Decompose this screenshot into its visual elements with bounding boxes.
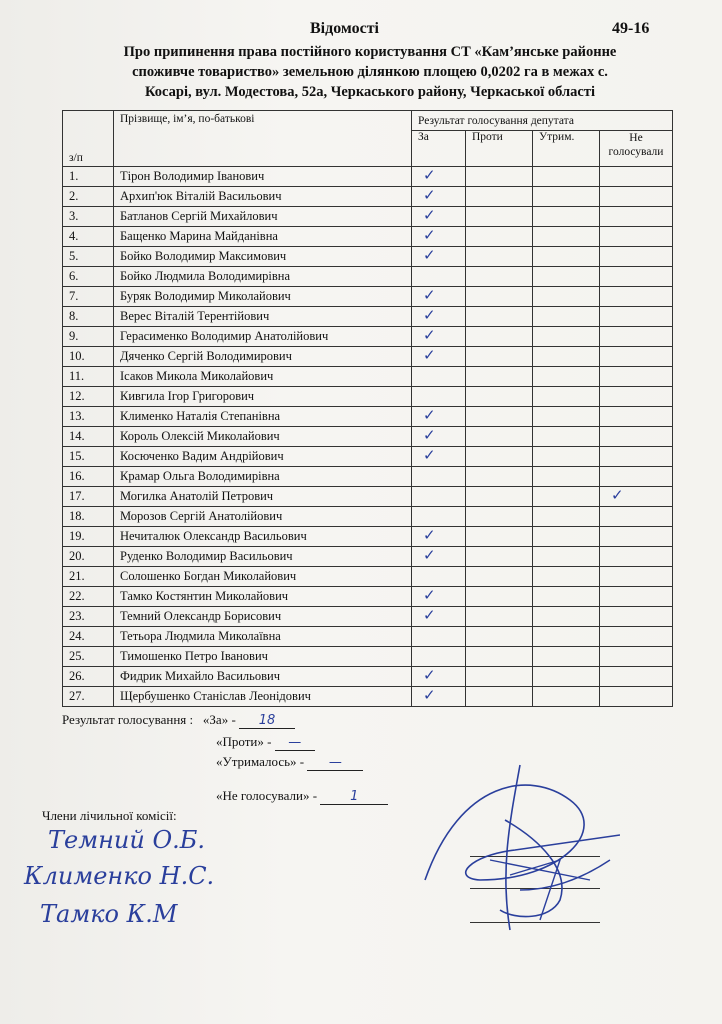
col-header-for: За: [412, 131, 466, 167]
vote-cell-against: [466, 207, 533, 227]
vote-cell-novote: [600, 647, 673, 667]
vote-cell-abstain: [533, 507, 600, 527]
vote-cell-for: [412, 487, 466, 507]
table-row: [63, 567, 673, 587]
table-row: [63, 467, 673, 487]
vote-cell-against: [466, 587, 533, 607]
commission-member-signature: Клименко Н.С.: [24, 862, 215, 890]
vote-cell-novote: [600, 367, 673, 387]
document-number: 49-16: [612, 20, 650, 37]
row-name: Клименко Наталія Степанівна: [114, 407, 412, 427]
handwritten-signature: [420, 760, 620, 950]
vote-cell-novote: [600, 567, 673, 587]
table-row: [63, 527, 673, 547]
check-mark-icon: ✓: [423, 246, 436, 264]
vote-cell-novote: [600, 347, 673, 367]
col-header-novote: Не голосували: [600, 131, 673, 167]
vote-cell-for: [412, 627, 466, 647]
check-mark-icon: ✓: [423, 606, 436, 624]
vote-cell-for: [412, 387, 466, 407]
vote-cell-novote: [600, 607, 673, 627]
vote-cell-for: [412, 587, 466, 607]
table-row: [63, 387, 673, 407]
vote-cell-novote: [600, 447, 673, 467]
col-header-result: Результат голосування депутата: [412, 111, 673, 131]
vote-cell-for: [412, 227, 466, 247]
voting-table-body: [63, 167, 673, 707]
table-row: [63, 427, 673, 447]
vote-cell-novote: [600, 627, 673, 647]
vote-cell-for: [412, 287, 466, 307]
vote-cell-novote: [600, 427, 673, 447]
vote-cell-abstain: [533, 187, 600, 207]
col-header-abstain: Утрим.: [533, 131, 600, 167]
vote-cell-abstain: [533, 567, 600, 587]
vote-cell-for: [412, 467, 466, 487]
row-number: 17.: [63, 487, 114, 507]
table-row: [63, 167, 673, 187]
row-name: Батланов Сергій Михайлович: [114, 207, 412, 227]
col-header-name: Прізвище, ім’я, по-батькові: [114, 111, 412, 167]
vote-cell-for: [412, 667, 466, 687]
vote-cell-abstain: [533, 227, 600, 247]
vote-cell-against: [466, 607, 533, 627]
row-number: 1.: [63, 167, 114, 187]
vote-cell-for: [412, 267, 466, 287]
row-name: Темний Олександр Борисович: [114, 607, 412, 627]
vote-cell-against: [466, 487, 533, 507]
subtitle-line: Про припинення права постійного користування СТ «Кам’янське районне: [123, 44, 617, 60]
row-name: Король Олексій Миколайович: [114, 427, 412, 447]
vote-cell-abstain: [533, 487, 600, 507]
row-name: Тірон Володимир Іванович: [114, 167, 412, 187]
vote-cell-against: [466, 527, 533, 547]
row-number: 22.: [63, 587, 114, 607]
row-number: 10.: [63, 347, 114, 367]
vote-cell-for: [412, 187, 466, 207]
col-header-number: з/п: [63, 111, 114, 167]
row-number: 24.: [63, 627, 114, 647]
row-number: 20.: [63, 547, 114, 567]
vote-cell-novote: [600, 547, 673, 567]
vote-cell-abstain: [533, 527, 600, 547]
vote-cell-novote: [600, 207, 673, 227]
table-row: [63, 227, 673, 247]
row-name: Тамко Костянтин Миколайович: [114, 587, 412, 607]
row-number: 25.: [63, 647, 114, 667]
vote-cell-novote: [600, 387, 673, 407]
results-label: Результат голосування :: [62, 712, 194, 727]
row-name: Тетьора Людмила Миколаївна: [114, 627, 412, 647]
subtitle-line: споживче товариство» земельною ділянкою площею 0,0202 га в межах с.: [132, 64, 608, 80]
vote-cell-for: [412, 247, 466, 267]
table-row: [63, 247, 673, 267]
vote-cell-against: [466, 467, 533, 487]
check-mark-icon: ✓: [423, 226, 436, 244]
check-mark-icon: ✓: [423, 306, 436, 324]
row-number: 19.: [63, 527, 114, 547]
row-number: 16.: [63, 467, 114, 487]
row-name: Руденко Володимир Васильович: [114, 547, 412, 567]
table-row: [63, 367, 673, 387]
page-title: Відомості: [310, 20, 379, 37]
vote-cell-novote: [600, 407, 673, 427]
vote-cell-novote: [600, 167, 673, 187]
vote-cell-novote: [600, 527, 673, 547]
row-name: Бойко Людмила Володимирівна: [114, 267, 412, 287]
vote-cell-against: [466, 507, 533, 527]
vote-cell-for: [412, 307, 466, 327]
row-number: 6.: [63, 267, 114, 287]
vote-cell-abstain: [533, 347, 600, 367]
vote-cell-novote: [600, 687, 673, 707]
commission-member-signature: Тамко К.М: [40, 900, 178, 928]
vote-cell-abstain: [533, 667, 600, 687]
vote-cell-abstain: [533, 367, 600, 387]
check-mark-icon: ✓: [611, 486, 624, 504]
vote-cell-abstain: [533, 167, 600, 187]
row-number: 2.: [63, 187, 114, 207]
table-row: [63, 587, 673, 607]
check-mark-icon: ✓: [423, 186, 436, 204]
table-row: [63, 327, 673, 347]
vote-cell-novote: [600, 487, 673, 507]
row-number: 15.: [63, 447, 114, 467]
table-row: [63, 687, 673, 707]
vote-cell-novote: [600, 307, 673, 327]
abstain-value: —: [307, 755, 363, 771]
row-name: Тимошенко Петро Іванович: [114, 647, 412, 667]
row-number: 4.: [63, 227, 114, 247]
row-number: 14.: [63, 427, 114, 447]
vote-cell-for: [412, 347, 466, 367]
row-number: 12.: [63, 387, 114, 407]
row-name: Щербушенко Станіслав Леонідович: [114, 687, 412, 707]
row-number: 23.: [63, 607, 114, 627]
vote-cell-abstain: [533, 687, 600, 707]
check-mark-icon: ✓: [423, 586, 436, 604]
vote-cell-abstain: [533, 207, 600, 227]
table-row: [63, 647, 673, 667]
check-mark-icon: ✓: [423, 546, 436, 564]
vote-cell-for: [412, 167, 466, 187]
vote-cell-for: [412, 407, 466, 427]
table-row: [63, 547, 673, 567]
row-name: Морозов Сергій Анатолійович: [114, 507, 412, 527]
commission-label: Члени лічильної комісії:: [42, 808, 177, 823]
row-number: 21.: [63, 567, 114, 587]
row-name: Фидрик Михайло Васильович: [114, 667, 412, 687]
table-row: [63, 487, 673, 507]
vote-cell-for: [412, 447, 466, 467]
vote-cell-against: [466, 427, 533, 447]
commission-member-signature: Темний О.Б.: [48, 826, 206, 854]
row-name: Крамар Ольга Володимирівна: [114, 467, 412, 487]
vote-cell-abstain: [533, 647, 600, 667]
vote-cell-abstain: [533, 547, 600, 567]
col-header-against: Проти: [466, 131, 533, 167]
vote-cell-against: [466, 627, 533, 647]
vote-cell-against: [466, 187, 533, 207]
row-number: 9.: [63, 327, 114, 347]
row-name: Бащенко Марина Майданівна: [114, 227, 412, 247]
table-row: [63, 407, 673, 427]
vote-cell-abstain: [533, 287, 600, 307]
check-mark-icon: ✓: [423, 206, 436, 224]
vote-cell-against: [466, 307, 533, 327]
vote-cell-abstain: [533, 247, 600, 267]
table-row: [63, 607, 673, 627]
row-name: Архип'юк Віталій Васильович: [114, 187, 412, 207]
row-number: 8.: [63, 307, 114, 327]
vote-cell-abstain: [533, 587, 600, 607]
check-mark-icon: ✓: [423, 686, 436, 704]
check-mark-icon: ✓: [423, 446, 436, 464]
row-name: Бойко Володимир Максимович: [114, 247, 412, 267]
table-row: [63, 447, 673, 467]
vote-cell-for: [412, 567, 466, 587]
row-number: 27.: [63, 687, 114, 707]
vote-cell-novote: [600, 247, 673, 267]
vote-cell-against: [466, 547, 533, 567]
vote-cell-novote: [600, 507, 673, 527]
abstain-label: «Утрималось» -: [216, 754, 305, 769]
for-label: «За» -: [202, 712, 236, 727]
vote-cell-against: [466, 447, 533, 467]
vote-cell-against: [466, 287, 533, 307]
vote-cell-novote: [600, 327, 673, 347]
vote-cell-abstain: [533, 327, 600, 347]
vote-cell-novote: [600, 587, 673, 607]
vote-cell-for: [412, 367, 466, 387]
check-mark-icon: ✓: [423, 426, 436, 444]
table-row: [63, 667, 673, 687]
table-row: [63, 307, 673, 327]
check-mark-icon: ✓: [423, 666, 436, 684]
vote-cell-against: [466, 367, 533, 387]
for-value: 18: [239, 713, 295, 729]
row-number: 13.: [63, 407, 114, 427]
subtitle-line: Косарі, вул. Модестова, 52а, Черкаського району, Черкаської області: [145, 84, 595, 100]
vote-cell-against: [466, 347, 533, 367]
vote-cell-novote: [600, 267, 673, 287]
vote-cell-against: [466, 567, 533, 587]
vote-cell-against: [466, 227, 533, 247]
check-mark-icon: ✓: [423, 406, 436, 424]
against-label: «Проти» -: [216, 734, 272, 749]
row-name: Буряк Володимир Миколайович: [114, 287, 412, 307]
vote-cell-against: [466, 667, 533, 687]
vote-cell-for: [412, 527, 466, 547]
vote-cell-novote: [600, 467, 673, 487]
row-number: 3.: [63, 207, 114, 227]
row-number: 11.: [63, 367, 114, 387]
vote-cell-abstain: [533, 267, 600, 287]
vote-cell-for: [412, 607, 466, 627]
novote-value: 1: [320, 789, 388, 805]
row-name: Верес Віталій Терентійович: [114, 307, 412, 327]
vote-cell-against: [466, 407, 533, 427]
check-mark-icon: ✓: [423, 286, 436, 304]
row-number: 5.: [63, 247, 114, 267]
vote-cell-against: [466, 267, 533, 287]
vote-cell-abstain: [533, 427, 600, 447]
novote-label: «Не голосували» -: [216, 788, 318, 803]
vote-cell-for: [412, 327, 466, 347]
vote-cell-for: [412, 507, 466, 527]
vote-cell-for: [412, 547, 466, 567]
vote-cell-abstain: [533, 387, 600, 407]
check-mark-icon: ✓: [423, 166, 436, 184]
vote-cell-abstain: [533, 467, 600, 487]
row-number: 18.: [63, 507, 114, 527]
row-name: Ісаков Микола Миколайович: [114, 367, 412, 387]
vote-cell-abstain: [533, 627, 600, 647]
table-row: [63, 347, 673, 367]
vote-cell-novote: [600, 287, 673, 307]
check-mark-icon: ✓: [423, 326, 436, 344]
voting-table: [62, 110, 673, 707]
vote-cell-abstain: [533, 607, 600, 627]
against-value: —: [275, 735, 315, 751]
row-name: Солошенко Богдан Миколайович: [114, 567, 412, 587]
vote-cell-abstain: [533, 447, 600, 467]
table-row: [63, 207, 673, 227]
vote-cell-for: [412, 647, 466, 667]
table-row: [63, 627, 673, 647]
vote-cell-abstain: [533, 407, 600, 427]
vote-cell-against: [466, 167, 533, 187]
row-name: Косюченко Вадим Андрійович: [114, 447, 412, 467]
vote-cell-for: [412, 207, 466, 227]
vote-cell-novote: [600, 227, 673, 247]
row-name: Кивгила Ігор Григорович: [114, 387, 412, 407]
row-name: Нечиталюк Олександр Васильович: [114, 527, 412, 547]
vote-cell-against: [466, 387, 533, 407]
vote-cell-against: [466, 687, 533, 707]
table-row: [63, 507, 673, 527]
document-subtitle: [70, 42, 670, 102]
vote-cell-for: [412, 427, 466, 447]
row-name: Герасименко Володимир Анатолійович: [114, 327, 412, 347]
vote-cell-against: [466, 647, 533, 667]
row-number: 7.: [63, 287, 114, 307]
vote-cell-novote: [600, 667, 673, 687]
row-name: Дяченко Сергій Володимирович: [114, 347, 412, 367]
row-name: Могилка Анатолій Петрович: [114, 487, 412, 507]
vote-cell-against: [466, 247, 533, 267]
vote-cell-abstain: [533, 307, 600, 327]
vote-cell-for: [412, 687, 466, 707]
check-mark-icon: ✓: [423, 346, 436, 364]
row-number: 26.: [63, 667, 114, 687]
table-row: [63, 287, 673, 307]
table-row: [63, 187, 673, 207]
table-row: [63, 267, 673, 287]
check-mark-icon: ✓: [423, 526, 436, 544]
vote-cell-novote: [600, 187, 673, 207]
vote-cell-against: [466, 327, 533, 347]
